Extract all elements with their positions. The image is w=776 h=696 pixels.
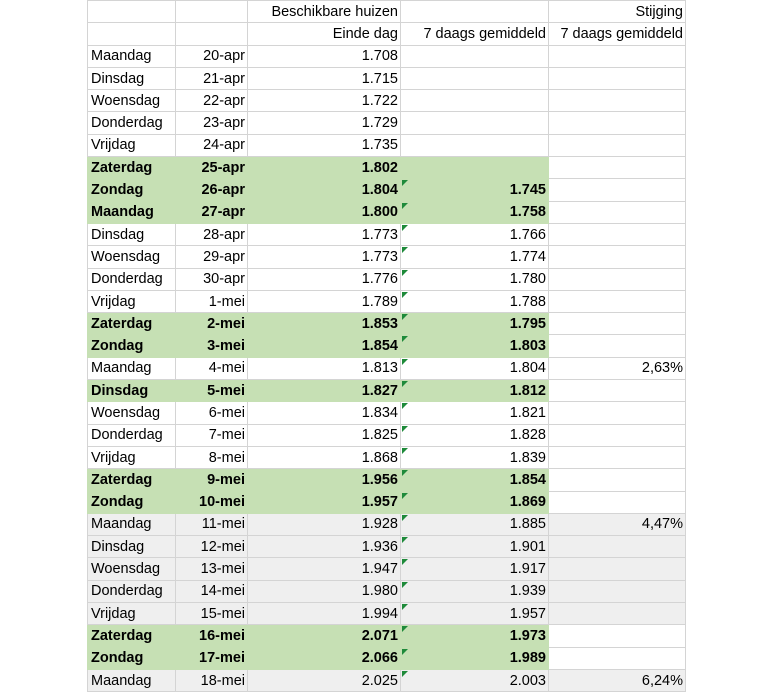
date-cell[interactable]: 26-apr xyxy=(176,179,248,201)
table-row xyxy=(88,179,686,201)
average-cell[interactable]: 1.869 xyxy=(401,491,549,513)
header-houses-line2[interactable]: Einde dag xyxy=(248,23,401,45)
rise-cell[interactable] xyxy=(549,179,686,201)
table-row xyxy=(88,513,686,535)
header-avg-line2[interactable]: 7 daags gemiddeld xyxy=(401,23,549,45)
day-cell[interactable]: Zaterdag xyxy=(88,625,176,647)
average-cell[interactable]: 1.973 xyxy=(401,625,549,647)
error-indicator-icon xyxy=(402,649,408,655)
rise-cell[interactable] xyxy=(549,580,686,602)
date-cell[interactable]: 28-apr xyxy=(176,223,248,245)
houses-cell[interactable]: 1.773 xyxy=(248,223,401,245)
error-indicator-icon xyxy=(402,203,408,209)
average-cell[interactable] xyxy=(401,157,549,179)
average-cell[interactable] xyxy=(401,90,549,112)
houses-cell[interactable]: 1.813 xyxy=(248,357,401,379)
header-rise-line1[interactable]: Stijging xyxy=(549,1,686,23)
table-row xyxy=(88,558,686,580)
rise-cell[interactable]: 2,63% xyxy=(549,357,686,379)
rise-cell[interactable] xyxy=(549,647,686,669)
average-cell[interactable] xyxy=(401,112,549,134)
average-cell[interactable]: 1.766 xyxy=(401,223,549,245)
date-cell[interactable]: 4-mei xyxy=(176,357,248,379)
houses-cell[interactable]: 1.722 xyxy=(248,90,401,112)
houses-cell[interactable]: 2.025 xyxy=(248,669,401,691)
average-cell[interactable] xyxy=(401,67,549,89)
day-cell[interactable]: Maandag xyxy=(88,201,176,223)
date-cell[interactable]: 18-mei xyxy=(176,669,248,691)
day-cell[interactable]: Zondag xyxy=(88,491,176,513)
table-row xyxy=(88,134,686,156)
rise-cell[interactable]: 6,24% xyxy=(549,669,686,691)
error-indicator-icon xyxy=(402,359,408,365)
table-row xyxy=(88,290,686,312)
average-cell[interactable]: 1.780 xyxy=(401,268,549,290)
day-cell[interactable]: Zaterdag xyxy=(88,157,176,179)
day-cell[interactable]: Zondag xyxy=(88,647,176,669)
date-cell[interactable]: 20-apr xyxy=(176,45,248,67)
date-cell[interactable]: 25-apr xyxy=(176,157,248,179)
table-row xyxy=(88,647,686,669)
header-row-2 xyxy=(88,23,686,45)
error-indicator-icon xyxy=(402,604,408,610)
header-avg-line1[interactable] xyxy=(401,1,549,23)
rise-cell[interactable] xyxy=(549,469,686,491)
houses-cell[interactable]: 1.825 xyxy=(248,424,401,446)
date-cell[interactable]: 14-mei xyxy=(176,580,248,602)
table-row xyxy=(88,491,686,513)
day-cell[interactable]: Woensdag xyxy=(88,558,176,580)
header-date-cell-2[interactable] xyxy=(176,23,248,45)
date-cell[interactable]: 3-mei xyxy=(176,335,248,357)
day-cell[interactable]: Vrijdag xyxy=(88,603,176,625)
average-cell[interactable]: 1.839 xyxy=(401,446,549,468)
table-row xyxy=(88,45,686,67)
rise-cell[interactable] xyxy=(549,246,686,268)
table-row xyxy=(88,625,686,647)
table-row xyxy=(88,424,686,446)
day-cell[interactable]: Maandag xyxy=(88,669,176,691)
day-cell[interactable]: Zondag xyxy=(88,179,176,201)
rise-cell[interactable] xyxy=(549,45,686,67)
houses-cell[interactable]: 1.804 xyxy=(248,179,401,201)
date-cell[interactable]: 10-mei xyxy=(176,491,248,513)
error-indicator-icon xyxy=(402,493,408,499)
rise-cell[interactable] xyxy=(549,67,686,89)
average-cell[interactable]: 1.758 xyxy=(401,201,549,223)
average-cell[interactable]: 1.885 xyxy=(401,513,549,535)
table-row xyxy=(88,446,686,468)
table-row xyxy=(88,335,686,357)
header-day-cell-2[interactable] xyxy=(88,23,176,45)
average-cell[interactable]: 1.812 xyxy=(401,380,549,402)
date-cell[interactable]: 21-apr xyxy=(176,67,248,89)
houses-cell[interactable]: 1.947 xyxy=(248,558,401,580)
average-cell[interactable]: 1.854 xyxy=(401,469,549,491)
average-cell[interactable]: 2.003 xyxy=(401,669,549,691)
date-cell[interactable]: 8-mei xyxy=(176,446,248,468)
date-cell[interactable]: 15-mei xyxy=(176,603,248,625)
average-cell[interactable] xyxy=(401,45,549,67)
houses-cell[interactable]: 1.994 xyxy=(248,603,401,625)
rise-cell[interactable] xyxy=(549,536,686,558)
table-row xyxy=(88,157,686,179)
error-indicator-icon xyxy=(402,247,408,253)
table-row xyxy=(88,402,686,424)
error-indicator-icon xyxy=(402,426,408,432)
day-cell[interactable]: Donderdag xyxy=(88,580,176,602)
rise-cell[interactable] xyxy=(549,558,686,580)
average-cell[interactable]: 1.957 xyxy=(401,603,549,625)
average-cell[interactable]: 1.821 xyxy=(401,402,549,424)
header-row-1 xyxy=(88,1,686,23)
houses-cell[interactable]: 1.715 xyxy=(248,67,401,89)
houses-cell[interactable]: 1.729 xyxy=(248,112,401,134)
table-row xyxy=(88,536,686,558)
day-cell[interactable]: Donderdag xyxy=(88,268,176,290)
rise-cell[interactable] xyxy=(549,402,686,424)
average-cell[interactable]: 1.745 xyxy=(401,179,549,201)
houses-cell[interactable]: 1.789 xyxy=(248,290,401,312)
table-row xyxy=(88,669,686,691)
table-row xyxy=(88,201,686,223)
header-date-cell[interactable] xyxy=(176,1,248,23)
day-cell[interactable]: Dinsdag xyxy=(88,380,176,402)
day-cell[interactable]: Zaterdag xyxy=(88,313,176,335)
rise-cell[interactable] xyxy=(549,625,686,647)
rise-cell[interactable] xyxy=(549,134,686,156)
table-row xyxy=(88,90,686,112)
error-indicator-icon xyxy=(402,292,408,298)
date-cell[interactable]: 16-mei xyxy=(176,625,248,647)
date-cell[interactable]: 29-apr xyxy=(176,246,248,268)
average-cell[interactable]: 1.774 xyxy=(401,246,549,268)
error-indicator-icon xyxy=(402,225,408,231)
rise-cell[interactable]: 4,47% xyxy=(549,513,686,535)
error-indicator-icon xyxy=(402,582,408,588)
error-indicator-icon xyxy=(402,270,408,276)
error-indicator-icon xyxy=(402,671,408,677)
error-indicator-icon xyxy=(402,381,408,387)
error-indicator-icon xyxy=(402,180,408,186)
table-row xyxy=(88,580,686,602)
houses-cell[interactable]: 1.773 xyxy=(248,246,401,268)
houses-cell[interactable]: 1.854 xyxy=(248,335,401,357)
rise-cell[interactable] xyxy=(549,157,686,179)
table-row xyxy=(88,357,686,379)
error-indicator-icon xyxy=(402,559,408,565)
date-cell[interactable]: 27-apr xyxy=(176,201,248,223)
table-row xyxy=(88,380,686,402)
date-cell[interactable]: 7-mei xyxy=(176,424,248,446)
houses-cell[interactable]: 1.708 xyxy=(248,45,401,67)
day-cell[interactable]: Vrijdag xyxy=(88,290,176,312)
error-indicator-icon xyxy=(402,336,408,342)
rise-cell[interactable] xyxy=(549,290,686,312)
header-day-cell[interactable] xyxy=(88,1,176,23)
houses-cell[interactable]: 1.980 xyxy=(248,580,401,602)
houses-cell[interactable]: 1.834 xyxy=(248,402,401,424)
rise-cell[interactable] xyxy=(549,446,686,468)
date-cell[interactable]: 24-apr xyxy=(176,134,248,156)
houses-cell[interactable]: 1.827 xyxy=(248,380,401,402)
day-cell[interactable]: Vrijdag xyxy=(88,134,176,156)
houses-cell[interactable]: 1.957 xyxy=(248,491,401,513)
houses-cell[interactable]: 1.802 xyxy=(248,157,401,179)
average-cell[interactable]: 1.901 xyxy=(401,536,549,558)
table-row xyxy=(88,313,686,335)
rise-cell[interactable] xyxy=(549,424,686,446)
date-cell[interactable]: 9-mei xyxy=(176,469,248,491)
error-indicator-icon xyxy=(402,403,408,409)
day-cell[interactable]: Donderdag xyxy=(88,424,176,446)
header-rise-line2[interactable]: 7 daags gemiddeld xyxy=(549,23,686,45)
average-cell[interactable]: 1.989 xyxy=(401,647,549,669)
error-indicator-icon xyxy=(402,314,408,320)
average-cell[interactable]: 1.804 xyxy=(401,357,549,379)
day-cell[interactable]: Donderdag xyxy=(88,112,176,134)
average-cell[interactable] xyxy=(401,134,549,156)
spreadsheet-body xyxy=(88,1,686,692)
date-cell[interactable]: 5-mei xyxy=(176,380,248,402)
houses-cell[interactable]: 2.071 xyxy=(248,625,401,647)
date-cell[interactable]: 22-apr xyxy=(176,90,248,112)
date-cell[interactable]: 13-mei xyxy=(176,558,248,580)
error-indicator-icon xyxy=(402,537,408,543)
date-cell[interactable]: 30-apr xyxy=(176,268,248,290)
error-indicator-icon xyxy=(402,515,408,521)
date-cell[interactable]: 2-mei xyxy=(176,313,248,335)
table-row xyxy=(88,603,686,625)
rise-cell[interactable] xyxy=(549,201,686,223)
average-cell[interactable]: 1.795 xyxy=(401,313,549,335)
date-cell[interactable]: 11-mei xyxy=(176,513,248,535)
houses-cell[interactable]: 1.735 xyxy=(248,134,401,156)
day-cell[interactable]: Woensdag xyxy=(88,402,176,424)
average-cell[interactable]: 1.939 xyxy=(401,580,549,602)
houses-cell[interactable]: 1.868 xyxy=(248,446,401,468)
houses-cell[interactable]: 1.776 xyxy=(248,268,401,290)
day-cell[interactable]: Zondag xyxy=(88,335,176,357)
table-row xyxy=(88,469,686,491)
day-cell[interactable]: Dinsdag xyxy=(88,536,176,558)
rise-cell[interactable] xyxy=(549,335,686,357)
rise-cell[interactable] xyxy=(549,380,686,402)
rise-cell[interactable] xyxy=(549,491,686,513)
houses-cell[interactable]: 1.800 xyxy=(248,201,401,223)
day-cell[interactable]: Dinsdag xyxy=(88,223,176,245)
average-cell[interactable]: 1.788 xyxy=(401,290,549,312)
spreadsheet-table xyxy=(87,0,686,692)
day-cell[interactable]: Zaterdag xyxy=(88,469,176,491)
table-row xyxy=(88,67,686,89)
error-indicator-icon xyxy=(402,448,408,454)
table-row xyxy=(88,268,686,290)
rise-cell[interactable] xyxy=(549,112,686,134)
day-cell[interactable]: Woensdag xyxy=(88,246,176,268)
error-indicator-icon xyxy=(402,470,408,476)
houses-cell[interactable]: 2.066 xyxy=(248,647,401,669)
average-cell[interactable]: 1.917 xyxy=(401,558,549,580)
average-cell[interactable]: 1.828 xyxy=(401,424,549,446)
houses-cell[interactable]: 1.928 xyxy=(248,513,401,535)
day-cell[interactable]: Dinsdag xyxy=(88,67,176,89)
houses-cell[interactable]: 1.936 xyxy=(248,536,401,558)
header-houses-line1[interactable]: Beschikbare huizen xyxy=(248,1,401,23)
date-cell[interactable]: 12-mei xyxy=(176,536,248,558)
day-cell[interactable]: Woensdag xyxy=(88,90,176,112)
date-cell[interactable]: 6-mei xyxy=(176,402,248,424)
date-cell[interactable]: 23-apr xyxy=(176,112,248,134)
day-cell[interactable]: Maandag xyxy=(88,45,176,67)
houses-cell[interactable]: 1.853 xyxy=(248,313,401,335)
date-cell[interactable]: 1-mei xyxy=(176,290,248,312)
average-cell[interactable]: 1.803 xyxy=(401,335,549,357)
day-cell[interactable]: Maandag xyxy=(88,513,176,535)
day-cell[interactable]: Maandag xyxy=(88,357,176,379)
rise-cell[interactable] xyxy=(549,603,686,625)
table-row xyxy=(88,112,686,134)
date-cell[interactable]: 17-mei xyxy=(176,647,248,669)
rise-cell[interactable] xyxy=(549,313,686,335)
table-row xyxy=(88,223,686,245)
day-cell[interactable]: Vrijdag xyxy=(88,446,176,468)
houses-cell[interactable]: 1.956 xyxy=(248,469,401,491)
rise-cell[interactable] xyxy=(549,268,686,290)
rise-cell[interactable] xyxy=(549,90,686,112)
table-row xyxy=(88,246,686,268)
rise-cell[interactable] xyxy=(549,223,686,245)
error-indicator-icon xyxy=(402,626,408,632)
